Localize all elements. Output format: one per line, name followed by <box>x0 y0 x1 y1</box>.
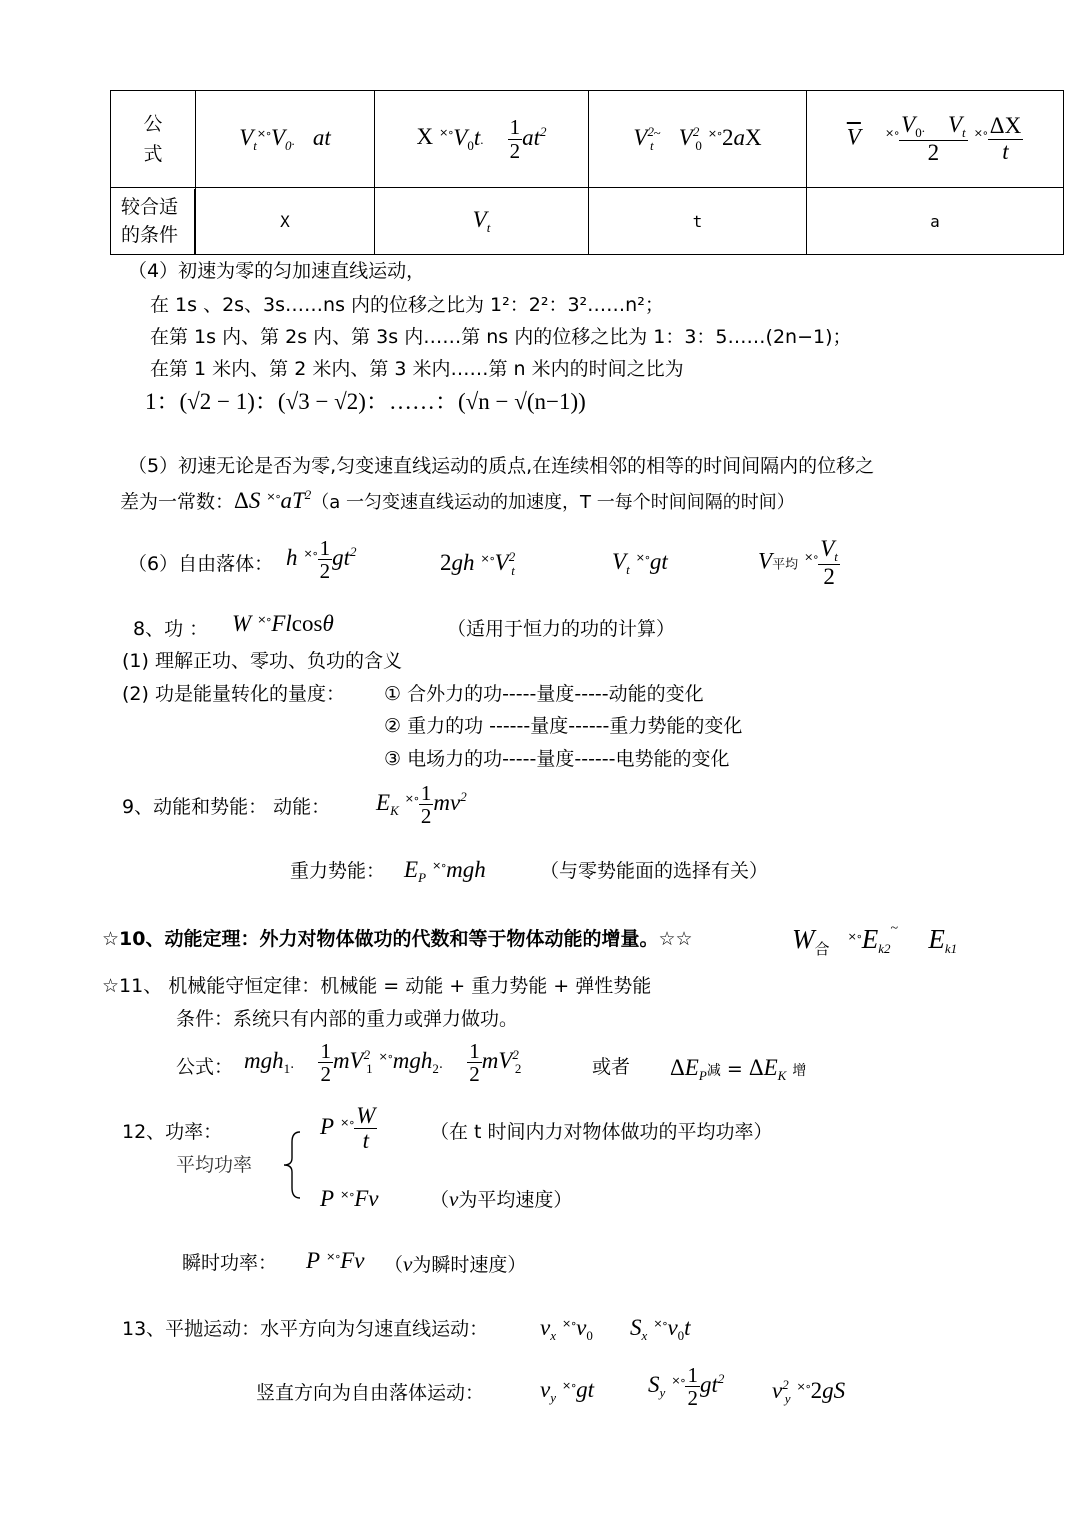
formula-cell-1: $V_t^{\times\circ}V_0$. at <box>196 91 375 188</box>
s11-formula-label: 公式： <box>176 1056 234 1078</box>
brace-icon <box>280 1130 304 1200</box>
s10-formula: $W_合$ $^{\times\circ}E_{k2}^\sim$ $E_{k1}$ <box>792 921 958 958</box>
s4-line1: 在 1s 、2s、3s……ns 内的位移之比为 1²：2²：3²……n²； <box>150 294 664 316</box>
s12-avg-label: 平均功率 <box>176 1154 253 1176</box>
s6-formula-2gh: 2gh $^{\times\circ}V^2_t$ <box>440 549 516 578</box>
formula-cell-4: $\overline{V}$ ×∘ $\frac{V_0. V_t}{2}$ ×∘ $\frac{\Delta X}{t}$ <box>807 91 1064 188</box>
s4-line3: 在第 1 米内、第 2 米内、第 3 米内……第 n 米内的时间之比为 <box>150 358 684 380</box>
s13-formula-sx: $S_x$ $^{\times\circ}v_0t$ <box>630 1315 691 1343</box>
s8-point1: (1) 理解正功、零功、负功的含义 <box>122 650 402 672</box>
s4-title: （4）初速为零的匀加速直线运动， <box>128 260 426 282</box>
s13-formula-vy2: $v^2_y$ ×∘2gS <box>772 1377 846 1406</box>
s11-formula: mgh$_1$. $\frac{1}{2}$ $mV^2_1$ ×∘mgh$_2$. $\frac{1}{2}$ $mV^2_2$ <box>244 1039 522 1087</box>
s4-line2: 在第 1s 内、第 2s 内、第 3s 内……第 ns 内的位移之比为 1：3：5……(2n−1)； <box>150 326 852 348</box>
s12-note1: （在 t 时间内力对物体做功的平均功率） <box>430 1121 773 1143</box>
s8-note: （适用于恒力的功的计算） <box>447 618 676 640</box>
s6-formula-h: h ×∘ $\frac{1}{2}$ $gt^2$ <box>286 536 357 584</box>
s12-inst-note: （v为瞬时速度） <box>384 1252 527 1276</box>
s11-title: ☆11、 机械能守恒定律：机械能 = 动能 + 重力势能 + 弹性势能 <box>102 975 652 997</box>
s9-label: 9、动能和势能： 动能： <box>122 796 331 818</box>
condition-cell-a: a <box>807 188 1064 255</box>
s5-line1: （5）初速无论是否为零,匀变速直线运动的质点,在连续相邻的相等的时间间隔内的位移之 <box>128 455 875 477</box>
s9-ke-formula: $E_K$ ×∘ $\frac{1}{2}$ $mv^2$ <box>376 781 467 829</box>
s8-item1: ① 合外力的功-----量度-----动能的变化 <box>384 683 704 705</box>
s8-formula: W ×∘Flcosθ <box>232 611 334 636</box>
s13-line2: 竖直方向为自由落体运动： <box>256 1382 485 1404</box>
s12-label: 12、功率： <box>122 1121 223 1143</box>
s8-item3: ③ 电场力的功-----量度------电势能的变化 <box>384 748 730 770</box>
condition-cell-t: t <box>589 188 807 255</box>
s9-pe-label: 重力势能： <box>290 860 386 882</box>
s12-formula-fv: P ×∘Fv <box>320 1186 379 1211</box>
s11-condition: 条件：系统只有内部的重力或弹力做功。 <box>176 1008 519 1030</box>
s13-formula-vy: $v_y$ ×∘gt <box>540 1377 595 1405</box>
s6-formula-vavg: V平均 ×∘ $\frac{V_t}{2}$ <box>758 536 838 589</box>
s9-pe-formula: $E_P$ ×∘mgh <box>404 857 486 885</box>
s12-inst-formula: P ×∘Fv <box>306 1248 365 1273</box>
s13-line1: 13、平抛运动：水平方向为匀速直线运动： <box>122 1318 489 1340</box>
formula-table <box>110 90 1064 255</box>
s12-formula-avg: P ×∘ $\frac{W}{t}$ <box>320 1103 376 1154</box>
s4-line4: 1：(√2 − 1)：(√3 − √2)：……：(√n − √(n−1)) <box>145 389 586 414</box>
table-header-condition: 较合适的条件 <box>111 188 196 255</box>
s13-formula-sy: $S_y$ ×∘ $\frac{1}{2}$ $gt^2$ <box>648 1363 725 1411</box>
condition-cell-x: X <box>196 188 375 255</box>
s11-or: 或者 <box>592 1056 631 1078</box>
table-header-formula: 公式 <box>111 91 196 188</box>
formula-cell-3: $V^2_t^\sim$ $V^2_0$ ×∘2aX <box>589 91 807 188</box>
s9-pe-note: （与零势能面的选择有关） <box>540 860 769 882</box>
s11-alt-formula: $\Delta E_P$减 = $\Delta E_K$ 增 <box>670 1055 807 1083</box>
s6-formula-vt: $V_t$ ×∘gt <box>612 549 668 577</box>
s8-item2: ② 重力的功 ------量度------重力势能的变化 <box>384 715 743 737</box>
s5-line2: 差为一常数：ΔS $^{\times\circ}aT^2(a$ 一匀变速直线运动的加速度，T 一每个时间间隔的时间） <box>120 487 795 513</box>
formula-cell-2: X $^{\times\circ}V_0t$. $\frac{1}{2}$ $at^2$ <box>375 91 589 188</box>
s12-note2: （v为平均速度） <box>430 1187 573 1211</box>
condition-cell-vt: $V_t$ <box>375 188 589 255</box>
s6-label: （6）自由落体： <box>128 553 274 575</box>
s12-brace <box>280 1130 304 1204</box>
s8-label: 8、功 ： <box>133 618 209 640</box>
s10-text: ☆10、动能定理：外力对物体做功的代数和等于物体动能的增量。☆☆ <box>102 928 693 950</box>
s12-inst-label: 瞬时功率： <box>182 1252 278 1274</box>
s13-formula-vx: $v_x$ $^{\times\circ}v_0$ <box>540 1315 593 1343</box>
s8-point2: (2) 功是能量转化的量度： <box>122 683 345 705</box>
